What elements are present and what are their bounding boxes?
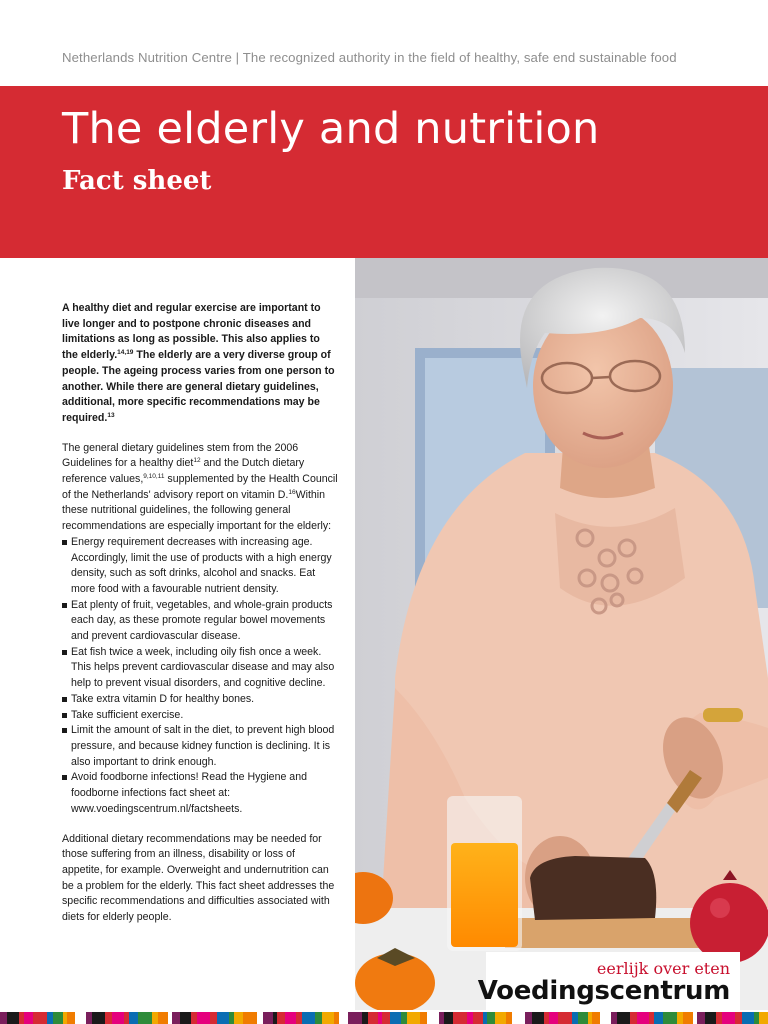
stripe-segment: [210, 1012, 217, 1024]
list-item: Eat fish twice a week, including oily fish once a week. This helps prevent cardiovascular disease and may also help to prevent visual disorders, and cognitive decline.: [62, 645, 338, 692]
brand-logo: [477, 952, 740, 1010]
header-topline: Netherlands Nutrition Centre | The recognized authority in the field of healthy, safe end sustainable food: [62, 50, 677, 65]
stripe-segment: [19, 1012, 24, 1024]
stripe-segment: [754, 1012, 759, 1024]
guidelines-ref-3: 16: [288, 488, 296, 496]
intro-ref-2: 13: [107, 411, 115, 419]
stripe-segment: [683, 1012, 693, 1024]
list-item: Limit the amount of salt in the diet, to prevent high blood pressure, and because kidney function is declining. It is also important to drink enough.: [62, 723, 338, 770]
list-item: Eat plenty of fruit, vegetables, and whole-grain products each day, as these promote regular bowel movements and prevent cardiovascular disease.: [62, 598, 338, 645]
stripe-segment: [229, 1012, 234, 1024]
stripe-segment: [86, 1012, 92, 1024]
stripe-segment: [742, 1012, 754, 1024]
title-banner: [0, 86, 768, 258]
stripe-segment: [339, 1012, 348, 1024]
list-item: Avoid foodborne infections! Read the Hygiene and foodborne infections fact sheet at: www.voedingscentrum.nl/factsheets.: [62, 770, 338, 817]
stripe-segment: [532, 1012, 544, 1024]
stripe-segment: [158, 1012, 168, 1024]
stripe-segment: [506, 1012, 512, 1024]
stripe-segment: [735, 1012, 742, 1024]
stripe-segment: [572, 1012, 578, 1024]
main-text-column: [62, 301, 338, 940]
stripe-segment: [0, 1012, 7, 1024]
logo-tagline: eerlijk over eten: [596, 959, 730, 978]
stripe-segment: [378, 1012, 382, 1024]
stripe-segment: [705, 1012, 716, 1024]
stripe-segment: [525, 1012, 532, 1024]
stripe-segment: [759, 1012, 768, 1024]
stripe-segment: [334, 1012, 339, 1024]
stripe-segment: [611, 1012, 617, 1024]
stripe-segment: [33, 1012, 47, 1024]
stripe-segment: [427, 1012, 439, 1024]
stripe-segment: [495, 1012, 506, 1024]
stripe-segment: [112, 1012, 124, 1024]
stripe-segment: [348, 1012, 362, 1024]
stripe-segment: [697, 1012, 705, 1024]
guidelines-text-1: The general dietary guidelines stem from the 2006 Guidelines for a healthy diet: [62, 441, 299, 470]
stripe-segment: [663, 1012, 677, 1024]
recommendations-list: [62, 535, 338, 818]
stripe-segment: [544, 1012, 549, 1024]
stripe-segment: [180, 1012, 191, 1024]
stripe-segment: [129, 1012, 138, 1024]
stripe-segment: [722, 1012, 735, 1024]
stripe-segment: [75, 1012, 86, 1024]
stripe-segment: [47, 1012, 53, 1024]
guidelines-ref-1: 12: [193, 457, 201, 465]
stripe-segment: [382, 1012, 390, 1024]
stripe-segment: [277, 1012, 285, 1024]
stripe-segment: [257, 1012, 263, 1024]
page-title: The elderly and nutrition: [62, 104, 600, 154]
stripe-segment: [444, 1012, 453, 1024]
stripe-segment: [453, 1012, 467, 1024]
stripe-segment: [592, 1012, 600, 1024]
guidelines-paragraph: [62, 441, 338, 535]
stripe-segment: [693, 1012, 697, 1024]
stripe-segment: [315, 1012, 322, 1024]
stripe-segment: [588, 1012, 592, 1024]
stripe-segment: [322, 1012, 334, 1024]
logo-wordmark: Voedingscentrum: [477, 976, 730, 1006]
stripe-segment: [716, 1012, 722, 1024]
stripe-segment: [7, 1012, 19, 1024]
stripe-segment: [217, 1012, 229, 1024]
stripe-segment: [24, 1012, 33, 1024]
guidelines-ref-2: 9,10,11: [143, 473, 165, 481]
stripe-segment: [53, 1012, 63, 1024]
stripe-segment: [124, 1012, 129, 1024]
photo-illustration: [355, 258, 768, 1010]
stripe-segment: [63, 1012, 67, 1024]
stripe-segment: [558, 1012, 572, 1024]
guidelines-text-4: Within these nutritional guidelines, the following general recommendations are especially important for the elderly:: [62, 488, 332, 533]
stripe-segment: [138, 1012, 152, 1024]
stripe-segment: [401, 1012, 407, 1024]
stripe-segment: [649, 1012, 654, 1024]
intro-paragraph: [62, 301, 338, 427]
stripe-segment: [168, 1012, 172, 1024]
stripe-segment: [152, 1012, 158, 1024]
stripe-segment: [368, 1012, 378, 1024]
stripe-segment: [243, 1012, 257, 1024]
stripe-segment: [677, 1012, 683, 1024]
stripe-segment: [600, 1012, 611, 1024]
closing-paragraph: Additional dietary recommendations may be needed for those suffering from an illness, disability or loss of appetite, for example. Overweight and undernutrition can be a problem for the elderly. This fact sheet addresses the specific recommendations and difficulties associated with diets for elderly people.: [62, 832, 335, 924]
color-stripe: [0, 1012, 768, 1024]
stripe-segment: [578, 1012, 588, 1024]
elderly-woman-slicing-bread-icon: [355, 258, 768, 1010]
stripe-segment: [549, 1012, 558, 1024]
list-item: Take sufficient exercise.: [62, 708, 338, 724]
stripe-segment: [637, 1012, 649, 1024]
list-item: Take extra vitamin D for healthy bones.: [62, 692, 338, 708]
stripe-segment: [473, 1012, 483, 1024]
stripe-segment: [630, 1012, 637, 1024]
stripe-segment: [512, 1012, 525, 1024]
stripe-segment: [92, 1012, 105, 1024]
stripe-segment: [467, 1012, 473, 1024]
stripe-segment: [420, 1012, 427, 1024]
stripe-segment: [197, 1012, 210, 1024]
intro-text-2: The elderly are a very diverse group of people. The ageing process varies from one person to another. While there are general dietary guidelines, additional, more specific recommendations may be required.: [62, 349, 335, 424]
stripe-segment: [407, 1012, 420, 1024]
stripe-segment: [439, 1012, 444, 1024]
stripe-segment: [302, 1012, 315, 1024]
intro-ref-1: 14,19: [117, 349, 134, 357]
stripe-segment: [487, 1012, 495, 1024]
stripe-segment: [296, 1012, 302, 1024]
stripe-segment: [362, 1012, 368, 1024]
stripe-segment: [390, 1012, 401, 1024]
guidelines-text-2: and the Dutch dietary reference values,: [62, 457, 305, 486]
stripe-segment: [67, 1012, 75, 1024]
stripe-segment: [105, 1012, 112, 1024]
stripe-segment: [273, 1012, 277, 1024]
stripe-segment: [483, 1012, 487, 1024]
stripe-segment: [285, 1012, 296, 1024]
stripe-segment: [654, 1012, 663, 1024]
stripe-segment: [172, 1012, 180, 1024]
list-item: Energy requirement decreases with increasing age. Accordingly, limit the use of products with a high energy density, such as soft drinks, alcohol and snacks. Eat more food with a favourable nutrient density.: [62, 535, 338, 598]
stripe-segment: [617, 1012, 630, 1024]
page-subtitle: Fact sheet: [62, 166, 212, 196]
intro-text-1: A healthy diet and regular exercise are important to live longer and to postpone chronic diseases and limitations as long as possible. This also applies to the elderly.: [62, 302, 321, 362]
guidelines-text-3: supplemented by the Health Council of the Netherlands' advisory report on vitamin D.: [62, 473, 338, 501]
stripe-segment: [263, 1012, 273, 1024]
stripe-segment: [191, 1012, 197, 1024]
stripe-segment: [234, 1012, 243, 1024]
